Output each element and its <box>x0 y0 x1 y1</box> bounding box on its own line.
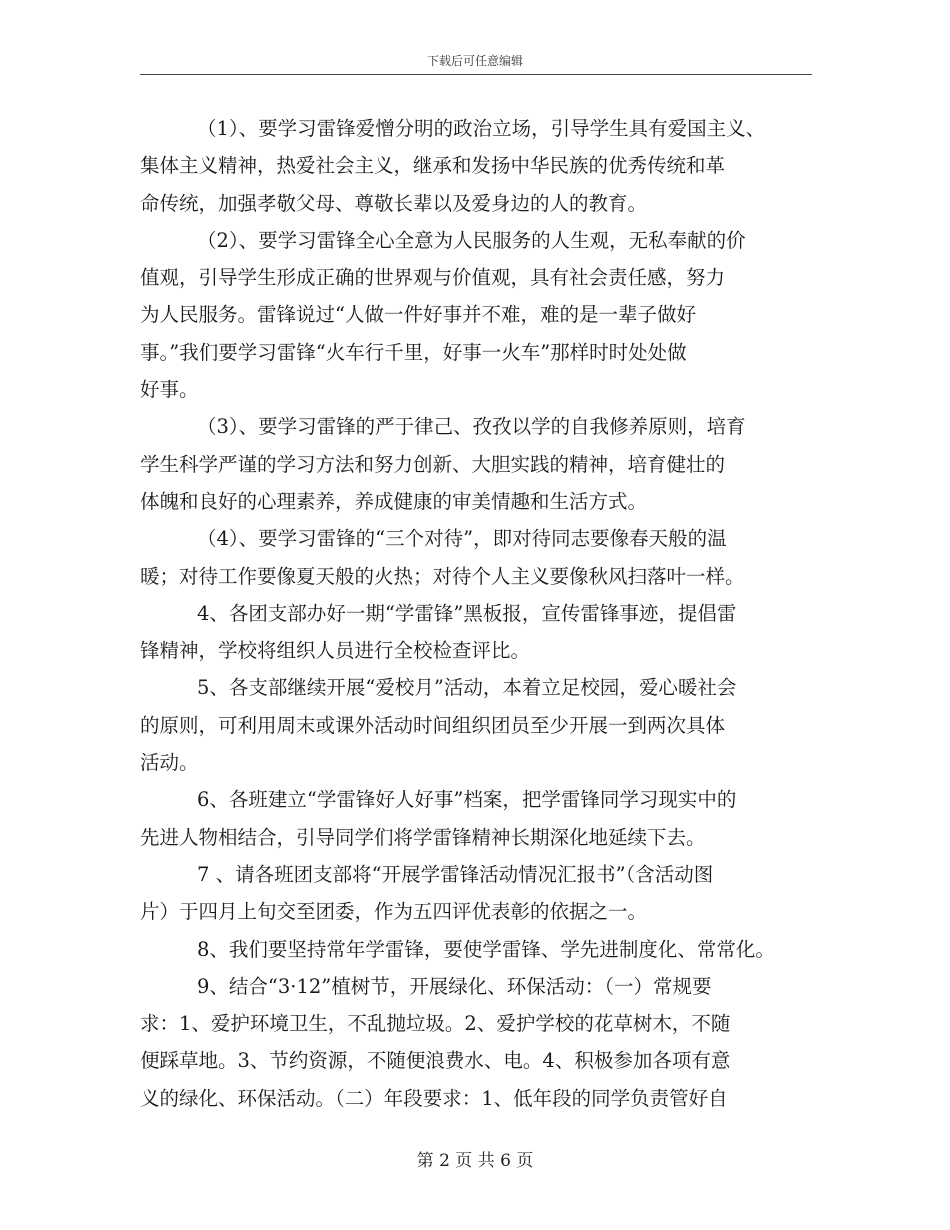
body-line: （1）、要学习雷锋爱憎分明的政治立场，引导学生具有爱国主义、 <box>197 117 766 140</box>
body-line: 为人民服务。雷锋说过“人做一件好事并不难，难的是一辈子做好 <box>140 303 696 327</box>
body-line: 好事。 <box>140 378 199 402</box>
body-line: 值观，引导学生形成正确的世界观与价值观，具有社会责任感，努力 <box>140 266 726 290</box>
body-line: （2）、要学习雷锋全心全意为人民服务的人生观，无私奉献的价 <box>197 228 746 252</box>
body-line: 集体主义精神，热爱社会主义，继承和发扬中华民族的优秀传统和革 <box>140 154 726 178</box>
body-line: 事。”我们要学习雷锋“火车行千里，好事一火车”那样时时处处做 <box>140 340 687 364</box>
body-line: 体魄和良好的心理素养，养成健康的审美情趣和生活方式。 <box>140 489 648 513</box>
body-line: 4、各团支部办好一期“学雷锋”黑板报，宣传雷锋事迹，提倡雷 <box>197 601 737 625</box>
body-line: 义的绿化、环保活动。（二）年段要求：1、低年段的同学负责管好自 <box>140 1086 728 1110</box>
body-line: 求：1、爱护环境卫生，不乱抛垃圾。2、爱护学校的花草树木，不随 <box>140 1012 731 1036</box>
body-line: （3）、要学习雷锋的严于律己、孜孜以学的自我修养原则，培育 <box>197 415 746 439</box>
body-line: 片）于四月上旬交至团委，作为五四评优表彰的依据之一。 <box>140 900 648 924</box>
body-line: 7 、请各班团支部将“开展学雷锋活动情况汇报书”（含活动图 <box>197 862 714 886</box>
body-line: 锋精神，学校将组织人员进行全校检查评比。 <box>140 639 531 663</box>
body-line: 便踩草地。3、节约资源，不随便浪费水、电。4、积极参加各项有意 <box>140 1049 731 1073</box>
page-header: 下载后可任意编辑 <box>426 54 523 68</box>
body-line: 活动。 <box>140 751 199 775</box>
body-line: 9、结合“3·12”植树节，开展绿化、环保活动：（一）常规要 <box>197 974 712 998</box>
header-divider <box>140 74 812 75</box>
body-line: 5、各支部继续开展“爱校月”活动，本着立足校园，爱心暖社会 <box>197 676 737 700</box>
body-line: （4）、要学习雷锋的“三个对待”，即对待同志要像春天般的温 <box>197 527 727 551</box>
body-line: 先进人物相结合，引导同学们将学雷锋精神长期深化地延续下去。 <box>140 825 706 849</box>
body-line: 8、我们要坚持常年学雷锋，要使学雷锋、学先进制度化、常常化。 <box>197 937 775 961</box>
body-line: 的原则，可利用周末或课外活动时间组织团员至少开展一到两次具体 <box>140 713 726 737</box>
body-line: 6、各班建立“学雷锋好人好事”档案，把学雷锋同学习现实中的 <box>197 788 737 812</box>
page-footer: 第 2 页 共 6 页 <box>416 1151 534 1171</box>
body-line: 命传统，加强孝敬父母、尊敬长辈以及爱身边的人的教育。 <box>140 191 648 215</box>
document-body <box>140 110 820 1117</box>
body-line: 暖；对待工作要像夏天般的火热；对待个人主义要像秋风扫落叶一样。 <box>140 564 745 588</box>
body-line: 学生科学严谨的学习方法和努力创新、大胆实践的精神，培育健壮的 <box>140 452 726 476</box>
